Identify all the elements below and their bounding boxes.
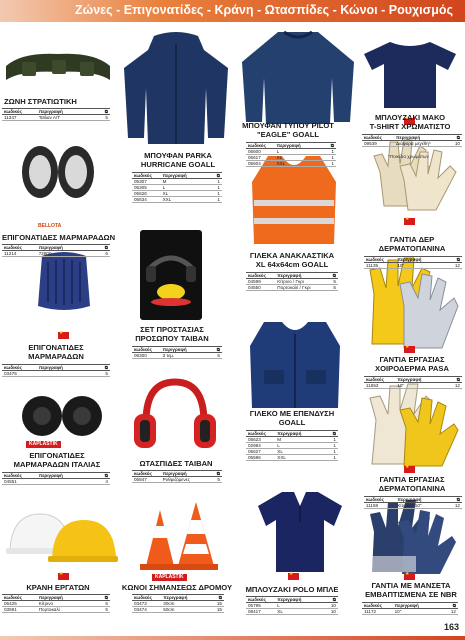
product-table-parka bbox=[132, 172, 222, 203]
product-table-vest-lined bbox=[246, 430, 338, 461]
table-header bbox=[362, 134, 462, 141]
col-header-pack-icon: ⧉ bbox=[104, 595, 108, 600]
col-header-desc: περιγραφή bbox=[397, 257, 422, 262]
page-number: 163 bbox=[443, 622, 459, 632]
product-title-gloves-nbr: ΓΑΝΤΙΑ ΜΕ ΜΑΝΣΕΤΑ ΕΜΒΑΠΤΙΣΜΕΝΑ ΣΕ NBR bbox=[365, 581, 457, 599]
kneepads-image bbox=[18, 142, 98, 202]
pilot-jacket-image bbox=[238, 26, 358, 126]
kneepads-plain-image bbox=[34, 248, 94, 314]
product-title-helmet: ΚΡΑΝΗ ΕΡΓΑΤΩΝ bbox=[26, 583, 90, 592]
cell-code: 05847 bbox=[134, 477, 147, 482]
table-row bbox=[132, 353, 222, 359]
col-header-pack-icon: ⧉ bbox=[216, 173, 220, 178]
cell-desc: XL bbox=[162, 191, 169, 196]
table-header bbox=[364, 376, 462, 383]
cell-desc: L bbox=[277, 603, 280, 608]
cell-qty: 1 bbox=[217, 191, 220, 196]
product-table-earmuffs bbox=[132, 470, 222, 483]
cell-code: 03475 bbox=[4, 371, 17, 376]
cell-code: 11653 bbox=[366, 383, 379, 388]
table-header bbox=[2, 244, 110, 251]
cell-code: 08300 bbox=[134, 353, 147, 358]
cell-code: 08417 bbox=[248, 609, 261, 614]
col-header-pack-icon: ⧉ bbox=[330, 143, 334, 148]
cell-code: 09539 bbox=[364, 141, 377, 146]
col-header-desc: περιγραφή bbox=[38, 245, 63, 250]
table-row bbox=[364, 263, 462, 269]
table-row bbox=[2, 371, 110, 377]
nbr-gloves-image bbox=[366, 498, 460, 576]
col-header-desc: περιγραφή bbox=[397, 377, 422, 382]
cell-qty: 1 bbox=[217, 197, 220, 202]
table-row bbox=[362, 141, 462, 147]
col-header-code: κωδικός bbox=[366, 257, 384, 262]
cell-code: 11158 bbox=[366, 503, 379, 508]
product-title-protection-set: ΣΕΤ ΠΡΟΣΤΑΣΙΑΣ ΠΡΟΣΩΠΟΥ TAIBAN bbox=[135, 325, 209, 343]
cell-code: 03473 bbox=[134, 601, 147, 606]
col-header-pack-icon: ⧉ bbox=[332, 597, 336, 602]
cell-desc: L bbox=[276, 149, 280, 154]
col-header-pack-icon: ⧉ bbox=[104, 245, 108, 250]
table-row bbox=[132, 197, 222, 203]
page-header-bar bbox=[0, 0, 465, 22]
cell-qty: 12 bbox=[450, 609, 456, 614]
table-header bbox=[246, 430, 338, 437]
cell-qty: 5 bbox=[105, 371, 108, 376]
product-title-tshirt: ΜΠΛΟΥΖΑΚΙ ΜΑΚΟ T-SHIRT ΧΡΩΜΑΤΙΣΤΟ bbox=[369, 113, 451, 131]
product-table-gloves-leather bbox=[364, 256, 462, 269]
product-table-belt bbox=[2, 108, 110, 121]
parka-jacket-image bbox=[120, 28, 232, 148]
col-header-desc: περιγραφή bbox=[38, 365, 63, 370]
col-header-code: κωδικός bbox=[134, 595, 152, 600]
cell-desc: M bbox=[277, 437, 282, 442]
cell-code: 05307 bbox=[134, 179, 147, 184]
leather-gloves-image bbox=[364, 136, 460, 212]
col-header-pack-icon: ⧉ bbox=[104, 109, 108, 114]
cell-qty: 1 bbox=[333, 455, 336, 460]
col-header-desc: περιγραφή bbox=[277, 597, 302, 602]
product-table-polo bbox=[246, 596, 338, 615]
cell-qty: 12 bbox=[454, 383, 460, 388]
cell-qty: 5 bbox=[105, 115, 108, 120]
cell-qty: 10 bbox=[330, 609, 336, 614]
table-row bbox=[2, 479, 110, 485]
col-header-pack-icon: ⧉ bbox=[216, 347, 220, 352]
cell-qty: 5 bbox=[217, 477, 220, 482]
col-header-code: κωδικός bbox=[364, 603, 382, 608]
kneepads-italy-image bbox=[20, 392, 104, 438]
col-header-code: κωδικός bbox=[4, 595, 22, 600]
cell-qty: 5 bbox=[105, 607, 108, 612]
china-flag-icon bbox=[288, 573, 299, 580]
china-flag-icon bbox=[404, 573, 415, 580]
cell-desc: M bbox=[162, 179, 167, 184]
col-header-code: κωδικός bbox=[248, 143, 266, 148]
product-table-vest-reflective bbox=[246, 272, 338, 291]
col-header-pack-icon: ⧉ bbox=[456, 497, 460, 502]
cell-qty: 5 bbox=[333, 279, 336, 284]
col-header-code: κωδικός bbox=[248, 273, 266, 278]
col-header-desc: περιγραφή bbox=[38, 473, 63, 478]
col-header-code: κωδικός bbox=[4, 365, 22, 370]
table-row bbox=[364, 383, 462, 389]
china-flag-icon bbox=[58, 332, 69, 339]
cell-code: 11214 bbox=[4, 251, 17, 256]
product-table-gloves-nbr bbox=[362, 602, 458, 615]
cell-qty: 1 bbox=[331, 149, 334, 154]
product-title-earmuffs: ΩΤΑΣΠΙΔΕΣ TAIBAN bbox=[139, 459, 213, 468]
cell-desc: 10" bbox=[397, 383, 405, 388]
table-header bbox=[246, 272, 338, 279]
cell-desc: Πορτοκαλί / Γκρι bbox=[277, 285, 311, 290]
cell-code: 05596 bbox=[248, 455, 261, 460]
col-header-code: κωδικός bbox=[364, 135, 382, 140]
col-header-desc: περιγραφή bbox=[396, 135, 421, 140]
table-header bbox=[362, 602, 458, 609]
product-title-gloves-pasa: ΓΑΝΤΙΑ ΕΡΓΑΣΙΑΣ ΧΟΙΡΟΔΕΡΜΑ PASA bbox=[375, 355, 449, 373]
table-row bbox=[246, 161, 336, 167]
cell-code: 03474 bbox=[134, 607, 147, 612]
col-header-code: κωδικός bbox=[248, 597, 266, 602]
cell-desc: Κίτρινο* 10" bbox=[397, 503, 422, 508]
cell-desc: 50cm bbox=[163, 607, 175, 612]
table-header bbox=[132, 172, 222, 179]
table-header bbox=[132, 594, 224, 601]
china-flag-icon bbox=[404, 218, 415, 225]
product-table-knee-marble bbox=[2, 244, 110, 257]
col-header-code: κωδικός bbox=[248, 431, 266, 436]
product-table-gloves-pasa bbox=[364, 376, 462, 389]
cell-desc: XL bbox=[277, 609, 283, 614]
cell-desc: XXL bbox=[276, 161, 286, 166]
product-title-cones: ΚΩΝΟΙ ΣΗΜΑΝΣΕΩΣ ΔΡΟΜΟΥ bbox=[121, 583, 233, 592]
cell-desc: Διάφορα μεγέθη* bbox=[396, 141, 431, 146]
product-title-polo: ΜΠΛΟΥΖΑΚΙ POLO ΜΠΛΕ bbox=[245, 585, 339, 594]
product-table-cones bbox=[132, 594, 224, 613]
table-row bbox=[2, 251, 110, 257]
kaplastik-brand-badge: KAPLASTIK bbox=[26, 441, 61, 448]
product-title-vest-lined: ΓΙΛΕΚΟ ΜΕ ΕΠΕΝΔΥΣΗ GOALL bbox=[249, 409, 335, 427]
table-header bbox=[246, 596, 338, 603]
table-row bbox=[246, 285, 338, 291]
table-header bbox=[2, 108, 110, 115]
table-row bbox=[246, 609, 338, 615]
table-row bbox=[132, 607, 224, 613]
col-header-desc: περιγραφή bbox=[277, 273, 302, 278]
tshirt-note: *Ποικιλία χρωμάτων bbox=[388, 154, 429, 159]
table-header bbox=[132, 346, 222, 353]
cell-desc bbox=[39, 371, 91, 376]
col-header-pack-icon: ⧉ bbox=[216, 471, 220, 476]
table-header bbox=[2, 364, 110, 371]
product-table-knee-italy bbox=[2, 472, 110, 485]
col-header-desc: περιγραφή bbox=[38, 109, 63, 114]
product-title-knee-marble: ΕΠΙΓΟΝΑΤΙΔΕΣ ΜΑΡΜΑΡΑΔΩΝ bbox=[2, 233, 116, 242]
earmuffs-image bbox=[130, 378, 220, 452]
cell-qty: 10 bbox=[330, 603, 336, 608]
table-row bbox=[362, 609, 458, 615]
cell-qty: 6 bbox=[105, 251, 108, 256]
cell-code: 05600 bbox=[248, 149, 261, 154]
col-header-desc: περιγραφή bbox=[162, 347, 187, 352]
col-header-code: κωδικός bbox=[134, 471, 152, 476]
col-header-desc: περιγραφή bbox=[276, 143, 301, 148]
cell-desc: L bbox=[162, 185, 166, 190]
cell-desc: 30cm bbox=[163, 601, 175, 606]
col-header-pack-icon: ⧉ bbox=[332, 431, 336, 436]
cell-code: 04599 bbox=[248, 279, 261, 284]
cell-qty: 1 bbox=[331, 155, 334, 160]
footer-bar bbox=[0, 636, 465, 640]
col-header-desc: περιγραφή bbox=[162, 173, 187, 178]
cell-code: 06425 bbox=[4, 601, 17, 606]
cell-desc: XXL bbox=[162, 197, 172, 202]
col-header-code: κωδικός bbox=[4, 245, 22, 250]
cell-qty: 5 bbox=[105, 601, 108, 606]
military-belt-image bbox=[2, 42, 114, 94]
col-header-pack-icon: ⧉ bbox=[332, 273, 336, 278]
product-title-knee-italy: ΕΠΙΓΟΝΑΤΙΔΕΣ ΜΑΡΜΑΡΑΔΩΝ ΙΤΑΛΙΑΣ bbox=[13, 451, 101, 469]
product-title-eagle: ΜΠΟΥΦΑΝ ΤΥΠΟΥ PILOT "EAGLE" GOALL bbox=[242, 121, 334, 139]
cell-desc: 10" bbox=[397, 263, 405, 268]
col-header-code: κωδικός bbox=[4, 473, 22, 478]
table-row bbox=[2, 607, 110, 613]
cell-desc: XL bbox=[277, 449, 283, 454]
product-table-gloves-work bbox=[364, 496, 462, 509]
cell-qty: 15 bbox=[216, 601, 222, 606]
cell-qty: 10 bbox=[454, 141, 460, 146]
cell-qty: 1 bbox=[217, 179, 220, 184]
cell-qty: 5 bbox=[333, 285, 336, 290]
china-flag-icon bbox=[404, 466, 415, 473]
cell-code: 05626 bbox=[134, 191, 147, 196]
col-header-pack-icon: ⧉ bbox=[104, 473, 108, 478]
cell-desc: 72800 bbox=[38, 251, 52, 256]
col-header-code: κωδικός bbox=[134, 173, 152, 178]
cell-qty: 5 bbox=[217, 353, 220, 358]
col-header-code: κωδικός bbox=[4, 109, 22, 114]
page-title: Ζώνες - Επιγονατίδες - Κράνη - Ωτασπίδες - Κώνοι - Ρουχισμός bbox=[75, 3, 453, 17]
col-header-pack-icon: ⧉ bbox=[218, 595, 222, 600]
lined-vest-image bbox=[246, 318, 344, 410]
cell-code: 05795 bbox=[248, 603, 261, 608]
cell-qty: 12 bbox=[454, 263, 460, 268]
table-row bbox=[364, 503, 462, 509]
cell-desc: Ρυθμιζόμενες bbox=[162, 477, 190, 482]
table-row bbox=[2, 115, 110, 121]
cell-qty: 1 bbox=[333, 437, 336, 442]
cell-qty: 1 bbox=[333, 443, 336, 448]
cell-desc bbox=[39, 479, 91, 484]
china-flag-icon bbox=[404, 346, 415, 353]
col-header-pack-icon: ⧉ bbox=[452, 603, 456, 608]
cell-code: 05627 bbox=[248, 449, 261, 454]
product-title-belt: ΖΩΝΗ ΣΤΡΑΤΙΩΤΙΚΗ bbox=[4, 97, 77, 106]
traffic-cones-image bbox=[136, 500, 222, 574]
product-table-protection-set bbox=[132, 346, 222, 359]
col-header-desc: περιγραφή bbox=[277, 431, 302, 436]
cell-code: 05604 bbox=[248, 161, 261, 166]
cell-code: 05305 bbox=[134, 185, 147, 190]
cell-qty: 1 bbox=[331, 161, 334, 166]
cell-desc: XL bbox=[276, 155, 283, 160]
col-header-pack-icon: ⧉ bbox=[456, 135, 460, 140]
cell-qty: 15 bbox=[216, 607, 222, 612]
table-header bbox=[364, 496, 462, 503]
product-table-knee-plain bbox=[2, 364, 110, 377]
bellota-brand-label: BELLOTA bbox=[38, 223, 62, 229]
col-header-desc: περιγραφή bbox=[162, 471, 187, 476]
product-title-parka: ΜΠΟΥΦΑΝ PARKA HURRICANE GOALL bbox=[140, 151, 216, 169]
cell-code: 11172 bbox=[364, 609, 377, 614]
table-header bbox=[132, 470, 222, 477]
cell-code: 05634 bbox=[134, 197, 147, 202]
product-title-knee-plain: ΕΠΙΓΟΝΑΤΙΔΕΣ ΜΑΡΜΑΡΑΔΩΝ bbox=[28, 343, 84, 361]
col-header-desc: περιγραφή bbox=[394, 603, 419, 608]
product-title-gloves-work: ΓΑΝΤΙΑ ΕΡΓΑΣΙΑΣ ΔΕΡΜΑΤΟΠΑΝΙΝΑ bbox=[378, 475, 446, 493]
cell-qty: 12 bbox=[454, 503, 460, 508]
product-table-tshirt bbox=[362, 134, 462, 147]
col-header-pack-icon: ⧉ bbox=[456, 257, 460, 262]
cell-desc: XXL bbox=[277, 455, 286, 460]
table-row bbox=[132, 477, 222, 483]
cell-qty: 4 bbox=[105, 479, 108, 484]
table-header bbox=[246, 142, 336, 149]
table-header bbox=[364, 256, 462, 263]
product-table-helmet bbox=[2, 594, 110, 613]
cell-code: 11347 bbox=[4, 115, 17, 120]
cell-qty: 1 bbox=[217, 185, 220, 190]
col-header-pack-icon: ⧉ bbox=[104, 365, 108, 370]
cell-code: 05623 bbox=[248, 437, 261, 442]
col-header-desc: περιγραφή bbox=[38, 595, 63, 600]
cell-code: 04551 bbox=[4, 479, 17, 484]
col-header-code: κωδικός bbox=[366, 497, 384, 502]
cell-desc: Κίτρινο / Γκρι bbox=[277, 279, 304, 284]
table-row bbox=[246, 455, 338, 461]
cell-desc: L bbox=[277, 443, 280, 448]
cell-code: 02984 bbox=[248, 443, 261, 448]
cell-code: 04550 bbox=[248, 285, 261, 290]
work-gloves-image bbox=[366, 380, 460, 468]
cell-desc: Κίτρινο bbox=[38, 601, 54, 606]
table-header bbox=[2, 472, 110, 479]
polo-shirt-image bbox=[254, 488, 346, 574]
cell-desc: 3 τεμ. bbox=[162, 353, 175, 358]
col-header-desc: περιγραφή bbox=[397, 497, 422, 502]
china-flag-icon bbox=[58, 573, 69, 580]
tshirt-image bbox=[360, 38, 460, 110]
col-header-code: κωδικός bbox=[366, 377, 384, 382]
cell-desc: 10" bbox=[394, 609, 402, 614]
kaplastik-brand-badge-cones: KAPLASTIK bbox=[152, 574, 187, 581]
col-header-code: κωδικός bbox=[134, 347, 152, 352]
col-header-pack-icon: ⧉ bbox=[456, 377, 460, 382]
cell-code: 11135 bbox=[366, 263, 379, 268]
helmets-image bbox=[6, 506, 118, 568]
cell-code: 03591 bbox=[4, 607, 17, 612]
product-title-vest-reflective: ΓΙΛΕΚΑ ΑΝΑΚΛΑΣΤΙΚΑ XL 64x64cm GOALL bbox=[249, 251, 335, 269]
product-title-gloves-leather: ΓΑΝΤΙΑ ΔΕΡ ΔΕΡΜΑΤΟΠΑΝΙΝΑ bbox=[378, 235, 446, 253]
cell-desc: Ταϊλαν Α/Τ bbox=[38, 115, 61, 120]
table-header bbox=[2, 594, 110, 601]
face-protection-set-image bbox=[138, 228, 204, 322]
cell-code: 05617 bbox=[248, 155, 261, 160]
col-header-desc: περιγραφή bbox=[163, 595, 188, 600]
cell-qty: 1 bbox=[333, 449, 336, 454]
cell-desc: Πορτοκαλί bbox=[38, 607, 60, 612]
product-table-eagle bbox=[246, 142, 336, 167]
